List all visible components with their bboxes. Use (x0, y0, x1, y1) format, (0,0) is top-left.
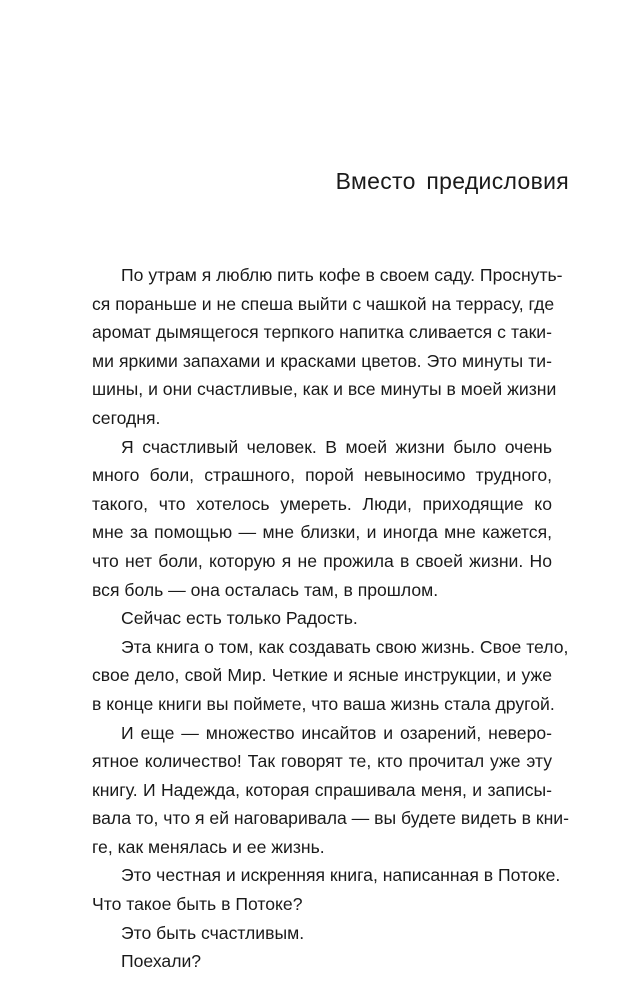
text-line: Поехали? (121, 951, 202, 972)
text-line: Это честная и искренняя книга, написанная в Потоке. (121, 865, 561, 886)
text-line: в конце книги вы поймете, что ваша жизнь стала другой. (92, 693, 555, 714)
paragraph (92, 261, 563, 433)
text-line: свое дело, свой Мир. Четкие и ясные инструкции, и уже (92, 665, 552, 686)
text-line: вся боль — она осталась там, в прошлом. (92, 579, 439, 600)
paragraph (92, 604, 552, 633)
text-line: что нет боли, которую я не прожила в своей жизни. Но (92, 550, 552, 571)
text-line: ятное количество! Так говорят те, кто прочитал уже эту (92, 751, 552, 772)
body-text (92, 261, 569, 976)
text-line: сегодня. (92, 407, 161, 428)
paragraph (92, 719, 569, 862)
text-line: много боли, страшного, порой невыносимо трудного, (92, 465, 552, 486)
text-line: мне за помощью — мне близки, и иногда мне кажется, (92, 522, 552, 543)
paragraph (92, 919, 552, 948)
text-line: Что такое быть в Потоке? (92, 894, 303, 915)
text-line: Эта книга о том, как создавать свою жизнь. Свое тело, (121, 636, 569, 657)
paragraph (92, 433, 552, 605)
text-line: Это быть счастливым. (121, 922, 305, 943)
chapter-title: Вместо предисловия (335, 168, 569, 194)
text-line: ге, как менялась и ее жизнь. (92, 836, 325, 857)
text-line: шины, и они счастливые, как и все минуты в моей жизни (92, 379, 557, 400)
text-line: Сейчас есть только Радость. (121, 608, 358, 629)
text-line: вала то, что я ей наговаривала — вы будете видеть в кни- (92, 808, 569, 829)
text-line: ми яркими запахами и красками цветов. Это минуты ти- (92, 350, 552, 371)
text-line: И еще — множество инсайтов и озарений, неверо- (121, 722, 552, 743)
text-line: такого, что хотелось умереть. Люди, приходящие ко (92, 493, 552, 514)
paragraph (92, 947, 552, 976)
text-line: аромат дымящегося терпкого напитка сливается с таки- (92, 322, 552, 343)
text-line: ся пораньше и не спеша выйти с чашкой на террасу, где (92, 293, 555, 314)
text-line: книгу. И Надежда, которая спрашивала меня, и записы- (92, 779, 552, 800)
text-line: Я счастливый человек. В моей жизни было очень (121, 436, 552, 457)
text-line: По утрам я люблю пить кофе в своем саду. Проснуть- (121, 265, 563, 285)
paragraph (92, 633, 569, 719)
paragraph (92, 861, 561, 918)
